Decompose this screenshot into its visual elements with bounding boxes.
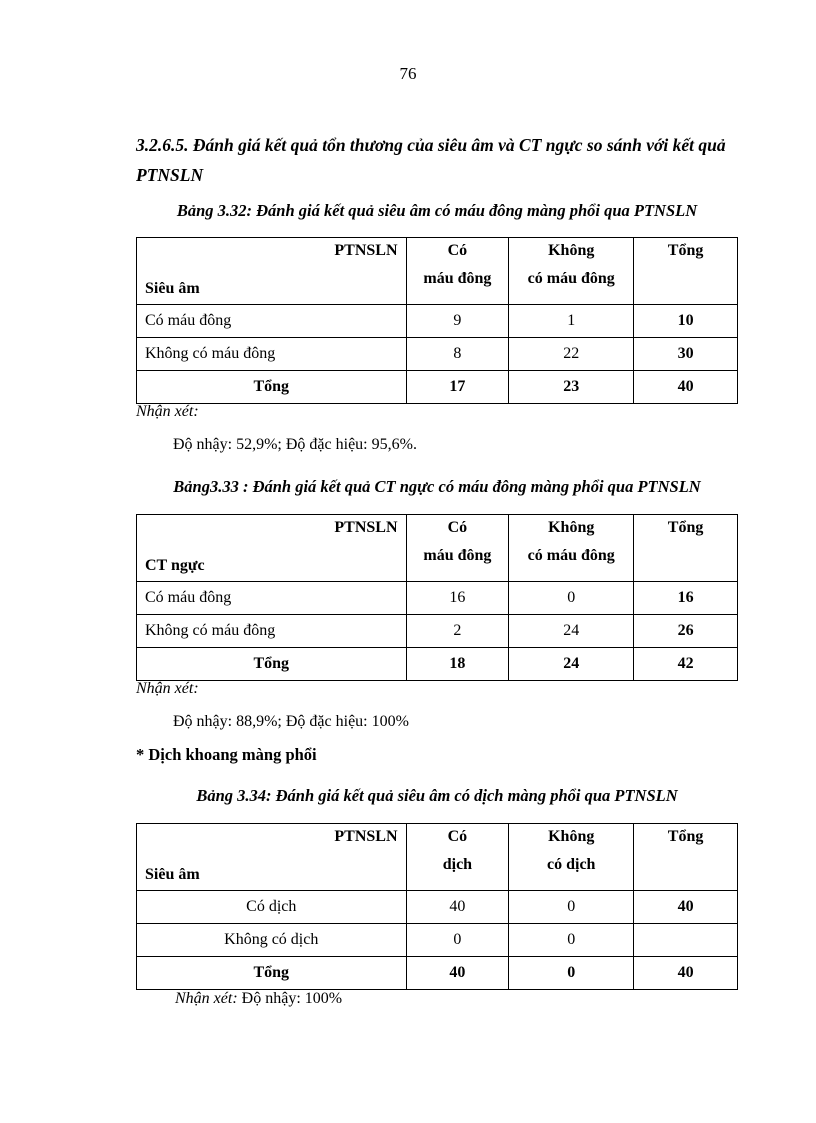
header-corner-cell [137,515,407,582]
table-caption-3-32: Bảng 3.32: Đánh giá kết quả siêu âm có máu đông màng phổi qua PTNSLN [176,201,698,220]
table-header-row [137,515,738,582]
cell-total: 16 [634,582,738,615]
table-row [137,582,738,615]
cell: 0 [509,891,634,924]
table-3-33 [136,514,738,681]
stat-line: Độ nhậy: 100% [241,990,343,1007]
table-caption-3-33: Bảng3.33 : Đánh giá kết quả CT ngực có máu đông màng phổi qua PTNSLN [173,477,701,496]
table-caption-3-34: Bảng 3.34: Đánh giá kết quả siêu âm có dịch màng phổi qua PTNSLN [196,786,678,805]
cell-total: 24 [509,648,634,681]
cell-total: 40 [634,371,738,404]
row-label: Tổng [137,957,407,990]
header-column-group-label: PTNSLN [334,519,398,536]
cell-total: 40 [634,891,738,924]
row-label: Có dịch [137,891,407,924]
cell-total: 23 [509,371,634,404]
header-col-2: Không có máu đông [509,515,634,582]
header-corner-cell [137,238,407,305]
header-row-group-label: CT ngực [145,557,205,574]
cell: 40 [406,891,509,924]
stat-line: Độ nhậy: 52,9%; Độ đặc hiệu: 95,6%. [173,436,417,453]
header-col-2: Không có dịch [509,824,634,891]
table-3-34 [136,823,738,990]
row-label: Tổng [137,371,407,404]
header-col-1: Có dịch [406,824,509,891]
table-total-row [137,957,738,990]
cell-total: 26 [634,615,738,648]
cell-total: 0 [509,957,634,990]
stat-line: Độ nhậy: 88,9%; Độ đặc hiệu: 100% [173,713,409,730]
row-label: Có máu đông [137,582,407,615]
cell-total: 10 [634,305,738,338]
cell: 2 [406,615,509,648]
header-row-group-label: Siêu âm [145,280,200,297]
cell-total [634,924,738,957]
cell-total: 40 [634,957,738,990]
row-label: Không có máu đông [137,615,407,648]
page-number: 76 [399,64,417,83]
cell: 24 [509,615,634,648]
row-label: Không có máu đông [137,338,407,371]
table-total-row [137,371,738,404]
header-col-1: Có máu đông [406,515,509,582]
section-heading: 3.2.6.5. Đánh giá kết quả tổn thương của siêu âm và CT ngực so sánh với kết quả PTNSLN [136,135,726,185]
table-row [137,891,738,924]
remark-line [175,990,342,1008]
cell-total: 42 [634,648,738,681]
row-label: Tổng [137,648,407,681]
table-row [137,338,738,371]
row-label: Có máu đông [137,305,407,338]
remark-label: Nhận xét: [136,680,199,697]
cell: 0 [406,924,509,957]
table-header-row [137,824,738,891]
table-total-row [137,648,738,681]
cell: 8 [406,338,509,371]
remark-label: Nhận xét: [175,990,238,1007]
subheading: * Dịch khoang màng phổi [136,745,317,764]
table-row [137,305,738,338]
table-row [137,924,738,957]
table-3-32 [136,237,738,404]
cell: 22 [509,338,634,371]
cell-total: 40 [406,957,509,990]
header-column-group-label: PTNSLN [334,828,398,845]
header-col-2: Không có máu đông [509,238,634,305]
header-col-3: Tổng [634,238,738,305]
cell-total: 30 [634,338,738,371]
cell: 16 [406,582,509,615]
table-header-row [137,238,738,305]
cell: 1 [509,305,634,338]
row-label: Không có dịch [137,924,407,957]
cell-total: 17 [406,371,509,404]
cell-total: 18 [406,648,509,681]
header-col-3: Tổng [634,515,738,582]
header-col-1: Có máu đông [406,238,509,305]
table-row [137,615,738,648]
header-row-group-label: Siêu âm [145,866,200,883]
remark-label: Nhận xét: [136,403,199,420]
cell: 0 [509,582,634,615]
header-column-group-label: PTNSLN [334,242,398,259]
header-col-3: Tổng [634,824,738,891]
cell: 0 [509,924,634,957]
header-corner-cell [137,824,407,891]
cell: 9 [406,305,509,338]
